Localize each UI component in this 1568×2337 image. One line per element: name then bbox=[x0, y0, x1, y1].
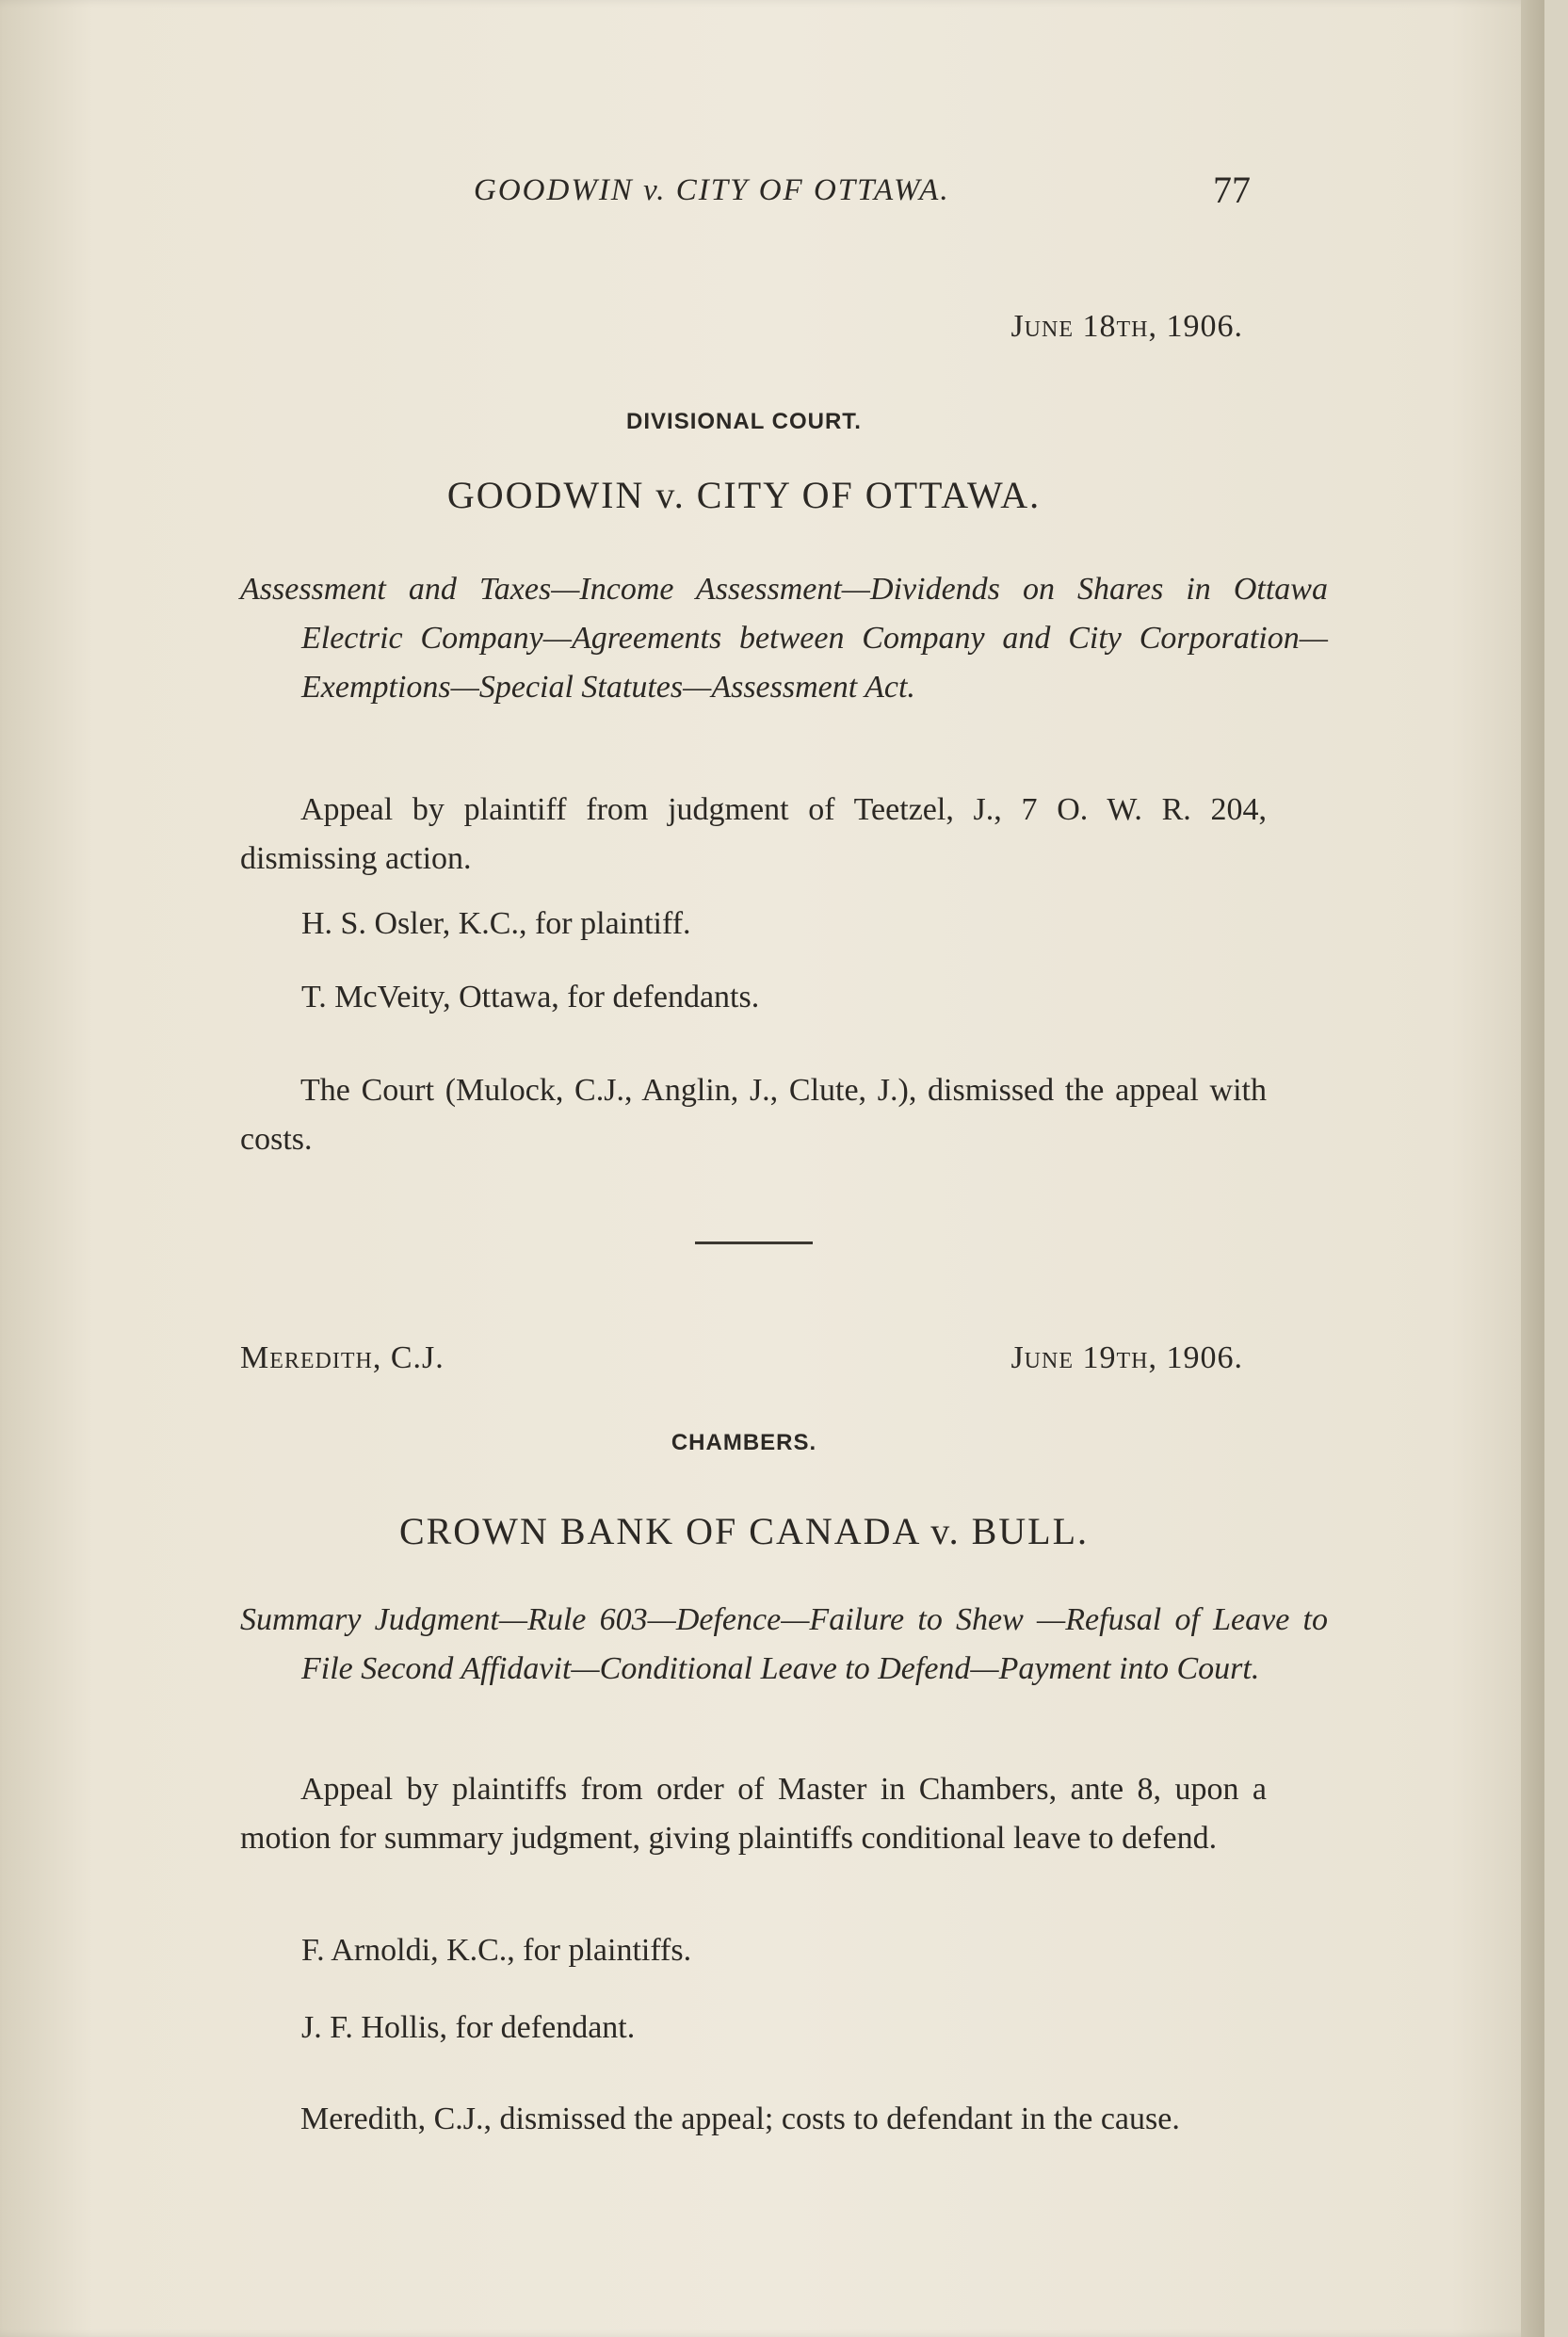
section-divider bbox=[695, 1242, 813, 1244]
case2-judgment-paragraph: Meredith, C.J., dismissed the appeal; costs to defendant in the cause. bbox=[300, 2102, 1180, 2136]
case2-judge: Meredith, C.J. bbox=[240, 1340, 445, 1375]
case2-appeal-paragraph: Appeal by plaintiffs from order of Master in Chambers, ante 8, upon a motion for summary judgment, giving plaintiffs conditional leave to defend. bbox=[240, 1772, 1267, 1856]
case1-title: GOODWIN v. CITY OF OTTAWA. bbox=[446, 474, 1042, 516]
case1-appeal-paragraph: Appeal by plaintiff from judgment of Teetzel, J., 7 O. W. R. 204, dismissing action. bbox=[240, 792, 1267, 876]
case1-counsel-plaintiff: H. S. Osler, K.C., for plaintiff. bbox=[301, 906, 691, 941]
case1-headnote: Assessment and Taxes—Income Assessment—Dividends on Shares in Ottawa Electric Company—Agreements between Company and City Corporation—Exemptions—Special Statutes—Assessment Act. bbox=[240, 572, 1328, 705]
case2-counsel-defendant: J. F. Hollis, for defendant. bbox=[301, 2010, 636, 2045]
case2-date: June 19th, 1906. bbox=[1010, 1340, 1243, 1375]
case2-counsel-plaintiffs: F. Arnoldi, K.C., for plaintiffs. bbox=[301, 1933, 692, 1968]
case1-court-heading: DIVISIONAL COURT. bbox=[626, 409, 862, 434]
page-number: 77 bbox=[1213, 169, 1251, 211]
case2-title: CROWN BANK OF CANADA v. BULL. bbox=[398, 1510, 1090, 1552]
page-edge bbox=[1521, 0, 1544, 2337]
case1-judgment-paragraph: The Court (Mulock, C.J., Anglin, J., Clute, J.), dismissed the appeal with costs. bbox=[240, 1073, 1267, 1157]
running-header-title: GOODWIN v. CITY OF OTTAWA. bbox=[474, 173, 950, 207]
case2-headnote: Summary Judgment—Rule 603—Defence—Failure to Shew —Refusal of Leave to File Second Affidavit—Conditional Leave to Defend—Payment into Court. bbox=[240, 1602, 1328, 1686]
case1-date: June 18th, 1906. bbox=[1010, 309, 1243, 344]
case1-counsel-defendants: T. McVeity, Ottawa, for defendants. bbox=[301, 980, 760, 1014]
case2-court-heading: CHAMBERS. bbox=[671, 1430, 817, 1455]
